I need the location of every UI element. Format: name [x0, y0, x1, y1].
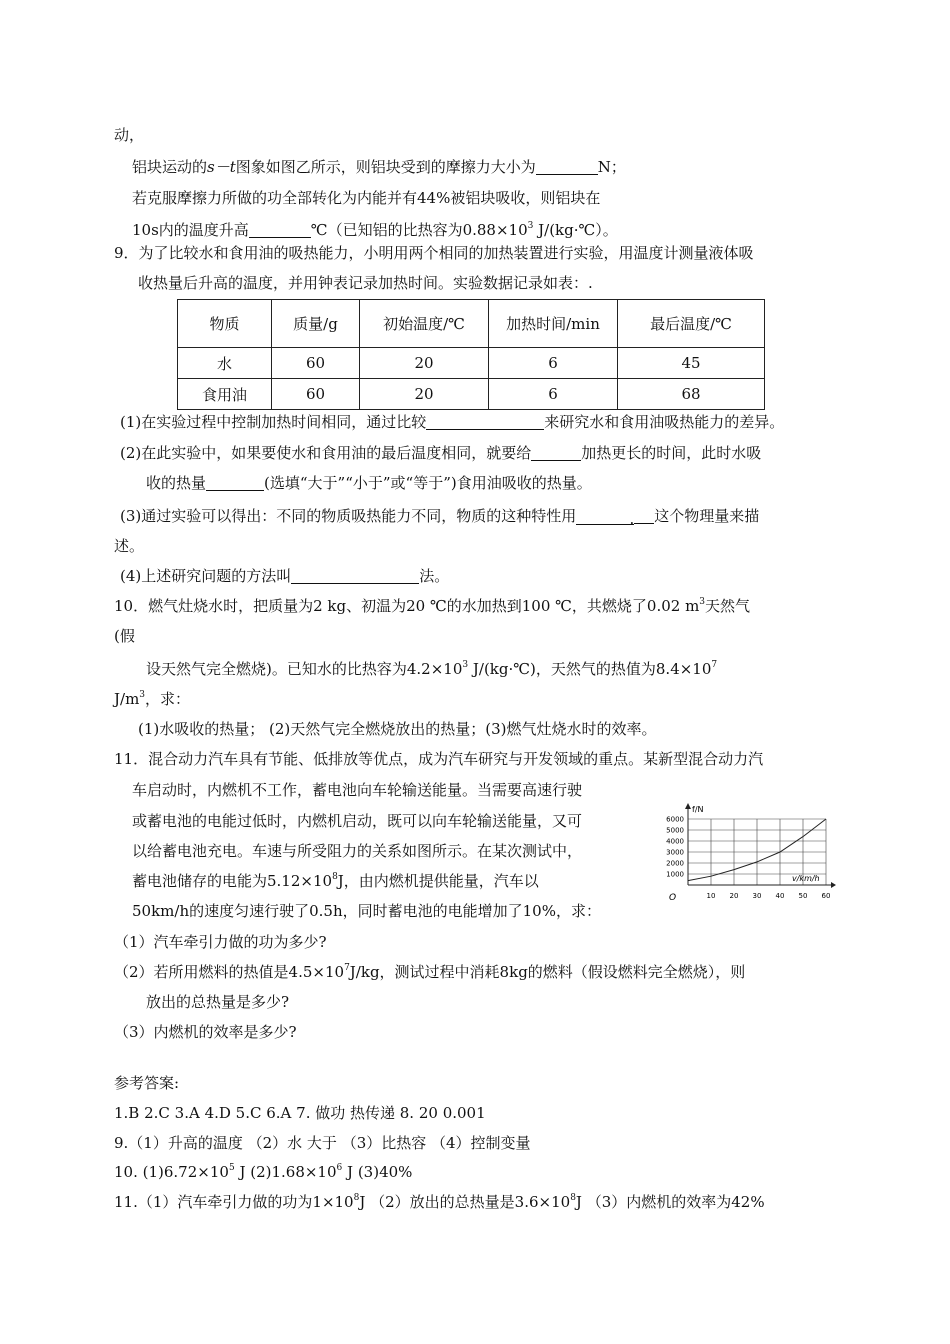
- table-row: [178, 348, 765, 379]
- q9-part-2-cont: [146, 473, 592, 493]
- superscript: 3: [139, 690, 146, 700]
- answer-line-2: 9.（1）升高的温度 （2）水 大于 （3）比热容 （4）控制变量: [114, 1134, 531, 1152]
- table-cell: 20: [360, 348, 489, 379]
- friction-blank[interactable]: [536, 159, 598, 175]
- superscript: 3: [527, 221, 534, 231]
- q11-line-2: 车启动时，内燃机不工作，蓄电池向车轮输送能量。当需要高速行驶: [132, 781, 583, 799]
- q10-line-5: (1)水吸收的热量； (2)天然气完全燃烧放出的热量；(3)燃气灶烧水时的效率。: [138, 720, 657, 738]
- answer-text: J (3)40%: [342, 1163, 413, 1181]
- q8-symbol: s－t: [207, 158, 236, 176]
- q9-blank-2[interactable]: [531, 445, 581, 461]
- q9-text: (选填“大于”“小于”或“等于”)食用油吸收的热量。: [264, 474, 592, 492]
- x-tick-label: 30: [752, 892, 762, 900]
- answer-line-4: [114, 1192, 765, 1212]
- q9-part-2: [120, 443, 761, 463]
- q10-text: J/m: [114, 690, 140, 708]
- q9-blank-1[interactable]: [426, 414, 544, 430]
- q8-text: ℃（已知铝的比热容为0.88×10: [310, 221, 528, 239]
- answers-title: 参考答案:: [114, 1074, 180, 1092]
- q9-text: (1)在实验过程中控制加热时间相同，通过比较: [120, 413, 427, 431]
- table-header-cell: 加热时间/min: [489, 300, 618, 348]
- x-tick-label: 40: [775, 892, 785, 900]
- q11-sub-3: （3）内燃机的效率是多少?: [114, 1023, 297, 1041]
- q9-text: (2)在此实验中，如果要使水和食用油的最后温度相同，就要给: [120, 444, 532, 462]
- experiment-data-table: [177, 299, 765, 410]
- table-header-cell: 最后温度/℃: [618, 300, 765, 348]
- q9-blank-4[interactable]: .: [576, 509, 634, 525]
- q11-line-3: 或蓄电池的电能过低时，内燃机启动，既可以向车轮输送能量，又可: [132, 812, 583, 830]
- x-axis-arrow: [831, 882, 836, 888]
- y-tick-label: 1000: [666, 870, 684, 879]
- q10-text: 10．燃气灶烧水时，把质量为2 kg、初温为20 ℃的水加热到100 ℃，共燃烧了0.02 m: [114, 597, 700, 615]
- q8-line-4: [132, 220, 618, 240]
- q9-blank-3[interactable]: [206, 475, 264, 491]
- q8-line-3: 若克服摩擦力所做的功全部转化为内能并有44%被铝块吸收，则铝块在: [132, 189, 601, 207]
- answer-text: 10. (1)6.72×10: [114, 1163, 229, 1181]
- q9-text: (3)通过实验可以得出：不同的物质吸热能力不同，物质的这种特性用: [120, 507, 577, 525]
- y-axis-label: f/N: [692, 805, 704, 814]
- q8-line-1: 动，: [114, 126, 145, 144]
- answer-line-3: [114, 1162, 412, 1182]
- q8-unit: N；: [597, 158, 626, 176]
- q10-line-2: (假: [114, 627, 135, 645]
- table-header-cell: 物质: [178, 300, 272, 348]
- superscript: 3: [462, 660, 469, 670]
- y-tick-label: 5000: [666, 826, 684, 835]
- superscript: 3: [699, 597, 706, 607]
- table-cell: 60: [272, 379, 360, 410]
- q10-line-3: [146, 659, 717, 679]
- table-header-row: [178, 300, 765, 348]
- q9-part-3-cont: 述。: [114, 537, 145, 555]
- table-cell: 水: [178, 348, 272, 379]
- q9-text: 法。: [419, 567, 450, 585]
- y-tick-label: 2000: [666, 859, 684, 868]
- q9-intro-1: 9．为了比较水和食用油的吸热能力，小明用两个相同的加热装置进行实验，用温度计测量液体吸: [114, 244, 754, 262]
- chart-ticks: [666, 816, 830, 901]
- table-cell: 45: [618, 348, 765, 379]
- x-tick-label: 50: [798, 892, 808, 900]
- answer-text: 11.（1）汽车牵引力做的功为1×10: [114, 1193, 354, 1211]
- q11-line-4: 以给蓄电池充电。车速与所受阻力的关系如图所示。在某次测试中，: [132, 842, 583, 860]
- q8-text: 图象如图乙所示，则铝块受到的摩擦力大小为: [235, 158, 536, 176]
- superscript: 7: [711, 660, 718, 670]
- q11-text: J/kg，测试过程中消耗8kg的燃料（假设燃料完全燃烧），则: [349, 963, 746, 981]
- x-tick-label: 60: [821, 892, 831, 900]
- answer-text: J （2）放出的总热量是3.6×10: [359, 1193, 571, 1211]
- superscript: 7: [344, 963, 350, 973]
- q9-part-3: [120, 506, 759, 526]
- y-tick-label: 6000: [666, 815, 684, 824]
- answer-text: J (2)1.68×10: [234, 1163, 337, 1181]
- table-cell: 60: [272, 348, 360, 379]
- superscript: 8: [353, 1193, 360, 1203]
- q10-line-4: [114, 689, 190, 709]
- table-row: [178, 379, 765, 410]
- table-cell: 68: [618, 379, 765, 410]
- superscript: 8: [570, 1193, 576, 1203]
- q9-part-4: [120, 566, 449, 586]
- q9-intro-2: 收热量后升高的温度，并用钟表记录加热时间。实验数据记录如表：.: [138, 274, 593, 292]
- q8-text: 10s内的温度升高: [132, 221, 249, 239]
- q8-line-2: [132, 157, 626, 177]
- q11-line-1: 11．混合动力汽车具有节能、低排放等优点，成为汽车研究与开发领域的重点。某新型混合动力汽: [114, 750, 764, 768]
- q11-text: 蓄电池储存的电能为5.12×10: [132, 872, 333, 890]
- q9-blank-4b[interactable]: [634, 508, 654, 524]
- origin-label: O: [669, 893, 677, 903]
- q8-text: 铝块运动的: [132, 158, 208, 176]
- q9-part-1: [120, 412, 784, 432]
- q10-text: ，求：: [145, 690, 191, 708]
- y-tick-label: 4000: [666, 837, 684, 846]
- superscript: 8: [332, 872, 338, 882]
- q11-sub-2: [114, 962, 745, 982]
- q11-text: （2）若所用燃料的热值是4.5×10: [114, 963, 345, 981]
- speed-resistance-chart: [656, 803, 836, 905]
- y-axis-arrow: [685, 803, 691, 809]
- q10-text: 天然气: [705, 597, 751, 615]
- y-tick-label: 3000: [666, 848, 684, 857]
- table-cell: 6: [489, 379, 618, 410]
- q10-text: 设天然气完全燃烧)。已知水的比热容为4.2×10: [146, 660, 463, 678]
- answer-line-1: 1.B 2.C 3.A 4.D 5.C 6.A 7. 做功 热传递 8. 20 0.001: [114, 1104, 486, 1122]
- q8-text: J/(kg·℃）。: [533, 221, 618, 239]
- q11-text: J，由内燃机提供能量，汽车以: [337, 872, 539, 890]
- table-cell: 6: [489, 348, 618, 379]
- temperature-blank[interactable]: [249, 222, 311, 238]
- q9-text: 加热更长的时间，此时水吸: [581, 444, 762, 462]
- table-cell: 食用油: [178, 379, 272, 410]
- q11-sub-1: （1）汽车牵引力做的功为多少?: [114, 933, 327, 951]
- superscript: 6: [336, 1163, 343, 1173]
- x-axis-label: v/km/h: [792, 874, 820, 883]
- x-tick-label: 20: [729, 892, 739, 900]
- q11-sub-2-cont: 放出的总热量是多少?: [146, 993, 290, 1011]
- q9-text: (4)上述研究问题的方法叫: [120, 567, 292, 585]
- q9-text: 收的热量: [146, 474, 207, 492]
- table-header-cell: 初始温度/℃: [360, 300, 489, 348]
- q10-text: J/(kg·℃)，天然气的热值为8.4×10: [468, 660, 712, 678]
- q9-blank-5[interactable]: [291, 568, 419, 584]
- q11-line-5: [132, 871, 539, 891]
- q9-text: 来研究水和食用油吸热能力的差异。: [544, 413, 785, 431]
- answer-text: J （3）内燃机的效率为42%: [575, 1193, 765, 1211]
- x-tick-label: 10: [706, 892, 716, 900]
- q9-text: 这个物理量来描: [654, 507, 760, 525]
- table-cell: 20: [360, 379, 489, 410]
- q10-line-1: [114, 596, 750, 616]
- table-header-cell: 质量/g: [272, 300, 360, 348]
- q11-line-6: 50km/h的速度匀速行驶了0.5h，同时蓄电池的电能增加了10%，求：: [132, 902, 601, 920]
- superscript: 5: [228, 1163, 235, 1173]
